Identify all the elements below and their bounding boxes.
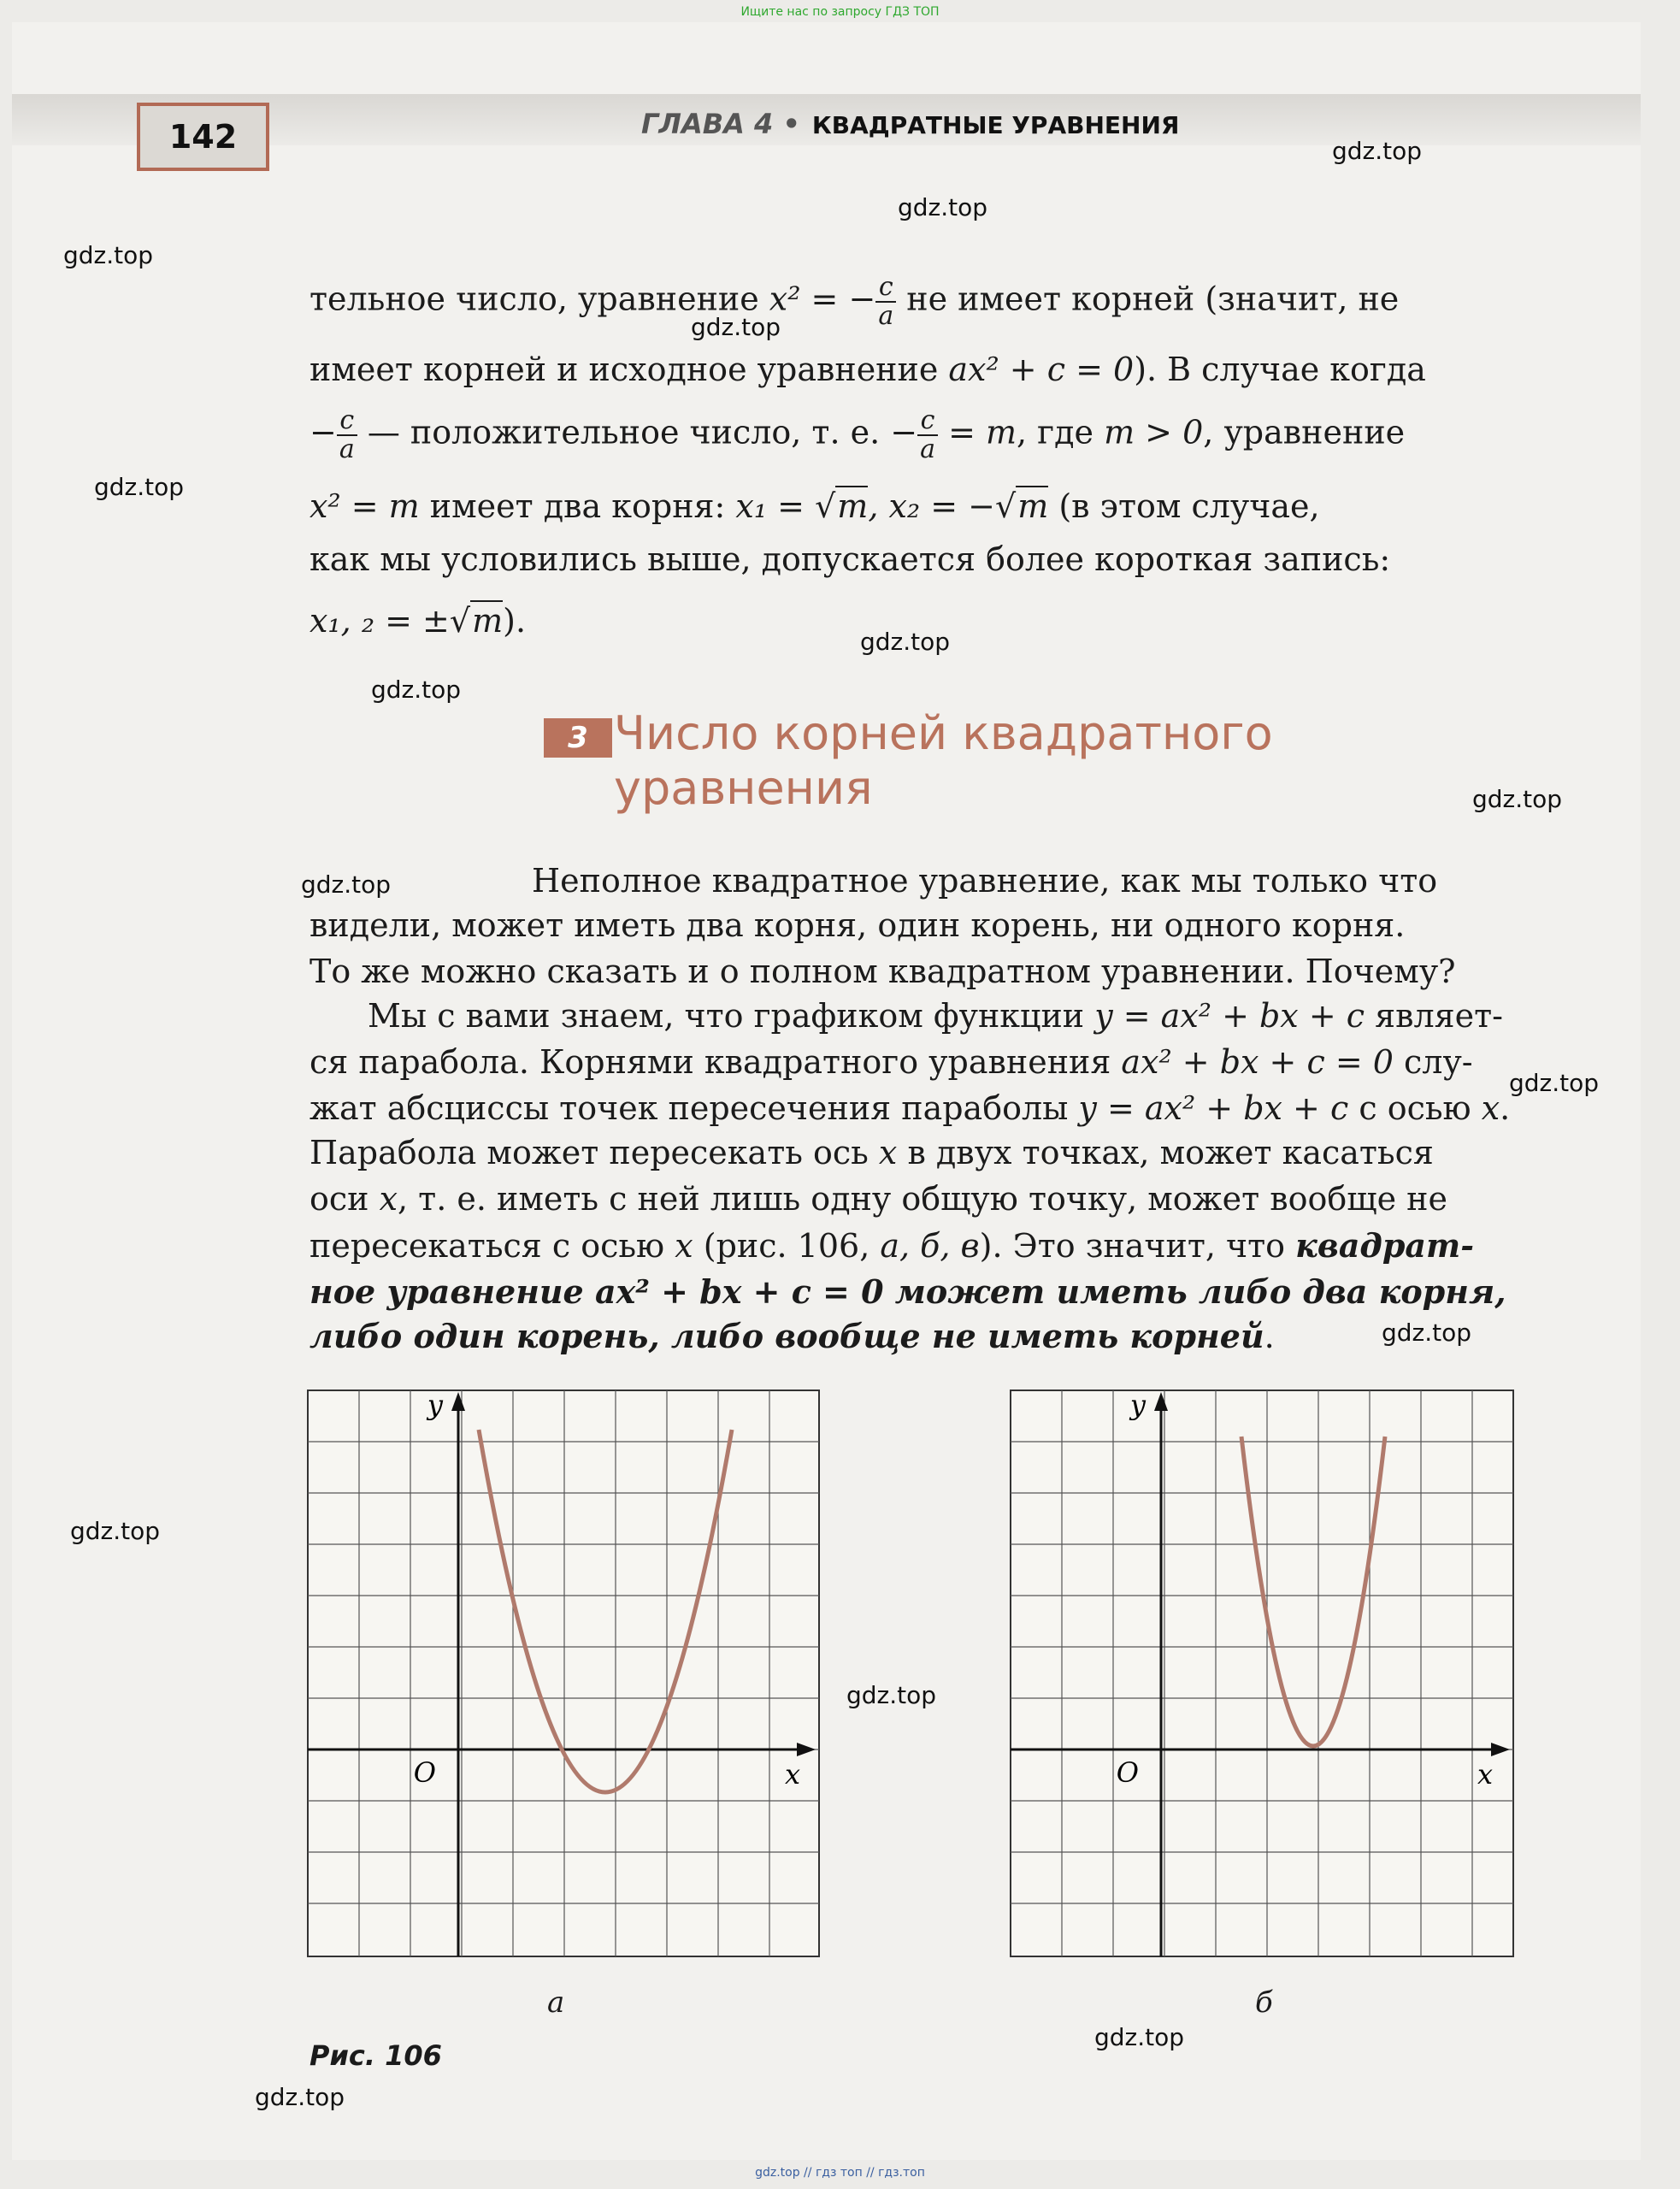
math: x <box>379 1180 398 1218</box>
sqrt-radicand: m <box>1017 487 1049 525</box>
section-title: Число корней квадратного уравнения <box>614 706 1273 815</box>
text: — положительное число, т. е. <box>357 413 891 451</box>
text: ). <box>503 602 527 640</box>
denominator: a <box>920 434 935 464</box>
math: − <box>890 413 918 451</box>
paragraph-line <box>368 994 1515 1039</box>
text: (рис. 106, <box>693 1227 881 1265</box>
text: с осью <box>1348 1089 1482 1127</box>
text: оси <box>309 1180 380 1218</box>
paragraph-line <box>309 1130 1515 1176</box>
graph-b <box>1009 1389 1515 1958</box>
watermark: gdz.top <box>94 473 185 501</box>
text: ся парабола. Корнями квадратного уравнения <box>309 1043 1122 1081</box>
math: x <box>1481 1089 1500 1127</box>
x-axis-label: x <box>785 1758 801 1791</box>
watermark: gdz.top <box>846 1681 937 1709</box>
watermark: gdz.top <box>898 193 988 221</box>
y-axis-label: y <box>1129 1389 1146 1421</box>
sqrt-radicand: m <box>472 602 504 640</box>
watermark: gdz.top <box>860 628 951 656</box>
numerator: c <box>337 407 357 436</box>
numerator: c <box>917 407 938 436</box>
numerator: c <box>875 274 896 303</box>
origin-label: O <box>1116 1756 1139 1789</box>
math: x₁ = <box>735 487 816 525</box>
graph-a-label: а <box>547 1985 565 2020</box>
text: (в этом случае, <box>1048 487 1320 525</box>
text: в двух точках, может касаться <box>897 1134 1434 1171</box>
text: Мы с вами знаем, что графиком функции <box>368 997 1095 1035</box>
text: а, б, в <box>880 1227 980 1265</box>
paragraph-line <box>309 274 1515 330</box>
math: y = ax² + bx + c <box>1094 997 1365 1035</box>
text: либо один корень, либо вообще не иметь корней <box>309 1317 1264 1355</box>
math: y = ax² + bx + c <box>1078 1089 1349 1127</box>
watermark: gdz.top <box>1094 2023 1185 2051</box>
paragraph-line <box>309 1313 1515 1360</box>
fraction <box>875 274 896 330</box>
text: , где <box>1017 413 1105 451</box>
text: жат абсциссы точек пересечения параболы <box>309 1089 1079 1127</box>
watermark: gdz.top <box>301 870 392 899</box>
math: x <box>675 1227 693 1265</box>
section-number-badge: 3 <box>544 718 612 758</box>
text: слу- <box>1393 1043 1473 1081</box>
paragraph-line: ное уравнение ax² + bx + c = 0 может иметь либо два корня, <box>309 1272 1506 1311</box>
top-note: Ищите нас по запросу ГДЗ ТОП <box>740 5 940 19</box>
paragraph-line <box>309 1223 1515 1269</box>
text: . <box>1264 1318 1275 1355</box>
page-number: 142 <box>137 103 269 171</box>
y-axis-label: y <box>427 1389 443 1421</box>
chapter-title: КВАДРАТНЫЕ УРАВНЕНИЯ <box>811 111 1180 139</box>
watermark: gdz.top <box>63 241 154 269</box>
text: ). Это значит, что <box>979 1227 1296 1265</box>
fraction <box>337 407 357 463</box>
paragraph-line <box>309 1040 1515 1085</box>
paragraph-line: Неполное квадратное уравнение, как мы только что <box>532 862 1438 900</box>
math: − <box>309 413 337 451</box>
math: = m <box>937 413 1017 451</box>
chapter-label: ГЛАВА 4 • <box>641 108 800 140</box>
watermark: gdz.top <box>691 313 781 341</box>
text: тельное число, уравнение <box>309 280 769 318</box>
denominator: a <box>878 301 894 331</box>
paragraph-line <box>309 347 1515 392</box>
paragraph-line: видели, может иметь два корня, один корень, ни одного корня. <box>309 906 1406 944</box>
math: x <box>878 1134 898 1171</box>
watermark: gdz.top <box>1332 137 1423 165</box>
paragraph-line <box>309 1177 1515 1222</box>
origin-label: O <box>413 1756 436 1789</box>
bottom-note: gdz.top // гдз топ // гдз.топ <box>755 2166 925 2180</box>
graph-b-label: б <box>1255 1985 1273 2020</box>
math: ax² + c = 0 <box>948 351 1135 388</box>
text: квадрат- <box>1295 1226 1475 1265</box>
paragraph-line <box>309 407 1515 463</box>
paragraph-line: x₁, ₂ = ±√m). <box>309 602 527 640</box>
math: x² = m <box>309 487 420 525</box>
text: не имеет корней (значит, не <box>896 280 1400 318</box>
graph-a <box>306 1389 821 1958</box>
watermark: gdz.top <box>1509 1069 1600 1097</box>
fraction <box>917 407 938 463</box>
text: имеет два корня: <box>419 487 736 525</box>
text: Парабола может пересекать ось <box>309 1134 879 1171</box>
figure-caption: Рис. 106 <box>309 2039 442 2072</box>
math: ax² + bx + c = 0 <box>1121 1043 1394 1081</box>
paragraph-line: как мы условились выше, допускается более короткая запись: <box>309 540 1391 578</box>
watermark: gdz.top <box>255 2083 345 2111</box>
text: имеет корней и исходное уравнение <box>309 351 949 388</box>
text: , т. е. иметь с ней лишь одну общую точку, может вообще не <box>398 1180 1447 1218</box>
math: , x₂ = − <box>868 487 996 525</box>
x-axis-label: x <box>1477 1758 1494 1791</box>
math: x₁, ₂ = ± <box>309 602 450 640</box>
text: являет- <box>1365 997 1503 1035</box>
paragraph-line: То же можно сказать и о полном квадратном уравнении. Почему? <box>309 953 1456 990</box>
sqrt-radicand: m <box>837 487 869 525</box>
paragraph-line: жат абсциссы точек пересечения параболы y = ax² + bx + c с осью x. <box>309 1089 1511 1127</box>
watermark: gdz.top <box>1382 1319 1472 1347</box>
running-head <box>641 108 1179 140</box>
watermark: gdz.top <box>70 1517 161 1545</box>
watermark: gdz.top <box>1472 785 1563 813</box>
denominator: a <box>339 434 355 464</box>
math: x² = − <box>769 280 876 318</box>
math: m > 0 <box>1104 413 1204 451</box>
text: , уравнение <box>1203 413 1406 451</box>
watermark: gdz.top <box>371 676 462 704</box>
paragraph-line: x² = m имеет два корня: x₁ = √m, x₂ = −√m (в этом случае, <box>309 487 1320 525</box>
text: пересекаться с осью <box>309 1227 675 1265</box>
text: ). В случае когда <box>1134 351 1426 388</box>
